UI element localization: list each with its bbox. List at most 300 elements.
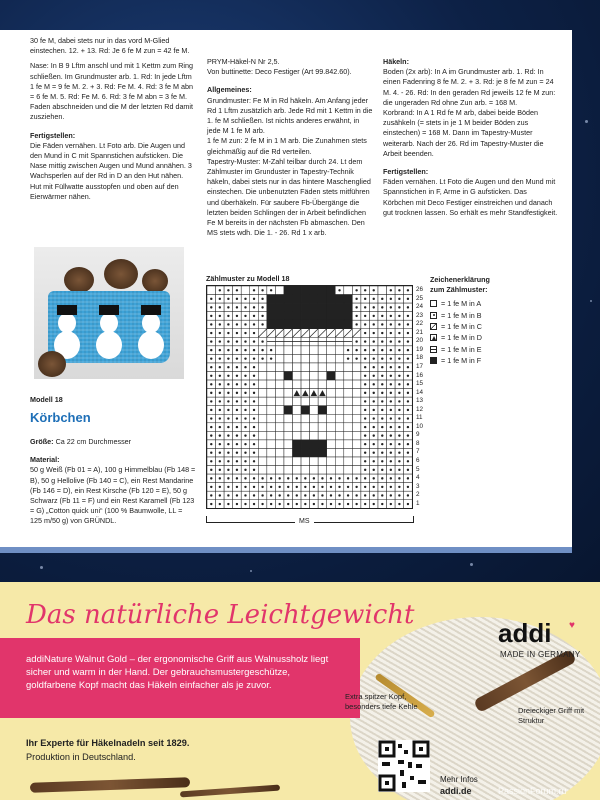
chart-cell: [275, 440, 284, 449]
chart-cell: [241, 440, 250, 449]
chart-cell: [241, 389, 250, 398]
chart-cell: [284, 397, 293, 406]
chart-cell: [404, 440, 413, 449]
chart-cell: [275, 354, 284, 363]
chart-cell: [318, 440, 327, 449]
chart-cell: [378, 440, 387, 449]
chart-cell: [241, 466, 250, 475]
chart-cell: [318, 320, 327, 329]
chart-cell: [310, 312, 319, 321]
chart-cell: [301, 295, 310, 304]
text-block: Grundmuster: Fe M in Rd häkeln. Am Anfang jeder Rd 1 Lftm zusätzlich arb. Jede Rd mit 1 Kettm in die 1. fe M schließen. Ist nichts anderes erwähnt, in jede M 1 fe M arb.: [207, 95, 373, 136]
chart-cell: [250, 380, 259, 389]
chart-cell: [318, 354, 327, 363]
chart-cell: [207, 448, 216, 457]
chart-cell: [293, 440, 302, 449]
chart-cell: [284, 286, 293, 295]
chart-cell: [378, 491, 387, 500]
chart-cell: [216, 466, 225, 475]
chart-cell: [233, 448, 242, 457]
legend-swatch: [430, 334, 437, 341]
chart-cell: [301, 457, 310, 466]
chart-cell: [378, 346, 387, 355]
chart-cell: [207, 320, 216, 329]
chart-cell: [258, 491, 267, 500]
chart-cell: [224, 431, 233, 440]
chart-cell: [250, 414, 259, 423]
chart-cell: [250, 320, 259, 329]
chart-cell: [395, 500, 404, 509]
chart-cell: [387, 491, 396, 500]
chart-cell: [216, 354, 225, 363]
chart-cell: [284, 363, 293, 372]
chart-cell: [361, 483, 370, 492]
chart-cell: [404, 423, 413, 432]
chart-cell: [224, 346, 233, 355]
chart-cell: [301, 303, 310, 312]
chart-cell: [395, 457, 404, 466]
chart-cell: [404, 329, 413, 338]
chart-cell: [369, 303, 378, 312]
chart-cell: [404, 483, 413, 492]
chart-cell: [344, 329, 353, 338]
chart-cell: [352, 337, 361, 346]
chart-cell: [216, 372, 225, 381]
chart-cell: [352, 303, 361, 312]
chart-cell: [267, 303, 276, 312]
chart-cell: [318, 346, 327, 355]
chart-cell: [344, 397, 353, 406]
chart-cell: [352, 474, 361, 483]
chart-cell: [310, 491, 319, 500]
chart-cell: [352, 295, 361, 304]
left-column: [30, 36, 196, 207]
chart-cell: [369, 406, 378, 415]
chart-cell: [335, 466, 344, 475]
snowman: [138, 331, 164, 359]
chart-cell: [233, 337, 242, 346]
chart-cell: [258, 406, 267, 415]
chart-cell: [369, 337, 378, 346]
chart-cell: [293, 448, 302, 457]
snowman: [142, 313, 160, 333]
chart-cell: [301, 414, 310, 423]
chart-cell: [293, 295, 302, 304]
chart-cell: [216, 457, 225, 466]
chart-cell: [267, 372, 276, 381]
chart-cell: [207, 346, 216, 355]
star-dot: [250, 570, 252, 572]
snowman: [96, 331, 122, 359]
chart-cell: [207, 491, 216, 500]
chart-cell: [284, 500, 293, 509]
chart-cell: [267, 431, 276, 440]
chart-cell: [301, 397, 310, 406]
chart-cell: [301, 440, 310, 449]
chart-cell: [369, 295, 378, 304]
chart-cell: [233, 414, 242, 423]
chart-cell: [233, 346, 242, 355]
chart-cell: [284, 406, 293, 415]
chart-cell: [275, 491, 284, 500]
chart-cell: [216, 346, 225, 355]
brand-logo: addi: [498, 618, 552, 648]
chart-cell: [250, 389, 259, 398]
chart-cell: [310, 440, 319, 449]
basket-image: [48, 291, 170, 363]
chart-cell: [387, 337, 396, 346]
chart-cell: [352, 448, 361, 457]
chart-cell: [293, 389, 302, 398]
chart-cell: [352, 483, 361, 492]
chart-cell: [378, 354, 387, 363]
chart-cell: [344, 500, 353, 509]
chart-cell: [250, 354, 259, 363]
legend-swatch: [430, 312, 437, 319]
legend-heading: Zeichenerklärung: [430, 275, 490, 284]
chart-cell: [335, 389, 344, 398]
chart-cell: [207, 500, 216, 509]
chart-cell: [361, 354, 370, 363]
row-number: 14: [416, 388, 424, 396]
chart-cell: [404, 295, 413, 304]
brand-tagline: MADE IN GERMANY: [500, 650, 581, 659]
legend-item: [430, 344, 490, 355]
chart-cell: [344, 372, 353, 381]
chart-cell: [395, 303, 404, 312]
row-number: 12: [416, 405, 424, 413]
chart-cell: [233, 286, 242, 295]
chart-cell: [378, 372, 387, 381]
chart-cell: [301, 431, 310, 440]
chart-cell: [378, 414, 387, 423]
text-block: Korbrand: In A 1 Rd fe M arb, dabei beide Böden zusähkeln (= stets in je 1 M beider Böden zus einstechen) = 168 M. Dann im Tapestry-Muster weiterarb. Nach der 26. Rd im Tapestry-Muster die Arbeit beenden.: [383, 108, 544, 158]
chart-cell: [293, 414, 302, 423]
chart-cell: [318, 457, 327, 466]
chart-cell: [378, 295, 387, 304]
chart-cell: [301, 466, 310, 475]
materials-block: [30, 437, 196, 532]
chart-cell: [361, 406, 370, 415]
chart-cell: [395, 380, 404, 389]
chart-cell: [224, 440, 233, 449]
chart-cell: [327, 457, 336, 466]
chart-cell: [293, 329, 302, 338]
chart-cell: [284, 346, 293, 355]
chart-cell: [224, 337, 233, 346]
chart-cell: [387, 448, 396, 457]
chart-cell: [216, 397, 225, 406]
chart-cell: [258, 397, 267, 406]
chart-cell: [224, 457, 233, 466]
chart-cell: [207, 397, 216, 406]
chart-cell: [378, 286, 387, 295]
chart-cell: [352, 380, 361, 389]
chart-cell: [387, 320, 396, 329]
chart-cell: [378, 448, 387, 457]
chart-cell: [301, 448, 310, 457]
chart-cell: [318, 337, 327, 346]
chart-cell: [327, 380, 336, 389]
chart-cell: [404, 320, 413, 329]
chart-cell: [318, 286, 327, 295]
chart-cell: [233, 474, 242, 483]
chart-cell: [275, 474, 284, 483]
chart-cell: [224, 397, 233, 406]
snowman-hat: [141, 305, 161, 315]
qr-code[interactable]: [378, 740, 430, 792]
chart-cell: [361, 440, 370, 449]
chart-cell: [224, 363, 233, 372]
chart-cell: [224, 303, 233, 312]
chart-cell: [404, 457, 413, 466]
chart-cell: [361, 423, 370, 432]
chart-cell: [216, 423, 225, 432]
chart-cell: [327, 312, 336, 321]
chart-cell: [335, 423, 344, 432]
chart-cell: [387, 457, 396, 466]
legend-item: [430, 355, 490, 366]
chart-cell: [369, 491, 378, 500]
chart-cell: [293, 423, 302, 432]
chart-cell: [275, 397, 284, 406]
chart-cell: [361, 466, 370, 475]
star-dot: [470, 563, 473, 566]
row-number: 5: [416, 465, 420, 473]
star-dot: [585, 120, 588, 123]
legend-item: [430, 332, 490, 343]
chart-cell: [335, 337, 344, 346]
chart-cell: [241, 329, 250, 338]
legend-heading: zum Zählmuster:: [430, 285, 488, 294]
chart-cell: [369, 372, 378, 381]
chart-cell: [361, 448, 370, 457]
model-title: Körbchen: [30, 410, 91, 425]
ad-title: Das natürliche Leichtgewicht: [26, 600, 415, 630]
product-photo: [34, 247, 184, 379]
chart-cell: [293, 346, 302, 355]
chart-cell: [387, 500, 396, 509]
chart-cell: [387, 372, 396, 381]
chart-cell: [335, 483, 344, 492]
row-number: 4: [416, 474, 420, 482]
star-dot: [40, 566, 43, 569]
chart-cell: [233, 329, 242, 338]
row-number: 15: [416, 380, 424, 388]
snowman-hat: [57, 305, 77, 315]
chart-cell: [216, 303, 225, 312]
chart-cell: [361, 286, 370, 295]
chart-cell: [387, 346, 396, 355]
chart-cell: [275, 363, 284, 372]
chart-cell: [327, 500, 336, 509]
chart-cell: [241, 474, 250, 483]
chart-cell: [361, 380, 370, 389]
chart-cell: [387, 286, 396, 295]
chart-cell: [258, 354, 267, 363]
chart-cell: [327, 466, 336, 475]
chart-cell: [310, 466, 319, 475]
chart-cell: [293, 406, 302, 415]
chart-cell: [352, 397, 361, 406]
chart-cell: [275, 286, 284, 295]
text-block: PRYM-Häkel-N Nr 2,5.: [207, 57, 280, 66]
chart-cell: [387, 329, 396, 338]
chart-cell: [293, 303, 302, 312]
row-number: 26: [416, 286, 424, 293]
chart-cell: [293, 337, 302, 346]
chart-cell: [241, 380, 250, 389]
chart-cell: [284, 431, 293, 440]
chart-cell: [361, 329, 370, 338]
chart-cell: [207, 466, 216, 475]
chart-cell: [258, 380, 267, 389]
chart-cell: [250, 466, 259, 475]
chart-cell: [369, 312, 378, 321]
chart-cell: [267, 320, 276, 329]
chart-cell: [207, 389, 216, 398]
pinecone: [64, 267, 94, 293]
chart-cell: [284, 448, 293, 457]
chart-cell: [369, 389, 378, 398]
chart-cell: [275, 380, 284, 389]
chart-cell: [404, 363, 413, 372]
chart-cell: [318, 491, 327, 500]
chart-cell: [335, 406, 344, 415]
chart-cell: [344, 320, 353, 329]
chart-cell: [241, 320, 250, 329]
chart-cell: [318, 483, 327, 492]
chart-cell: [207, 406, 216, 415]
chart-cell: [327, 397, 336, 406]
chart-cell: [207, 440, 216, 449]
chart-cell: [327, 295, 336, 304]
row-number: 3: [416, 482, 420, 490]
chart-cell: [241, 491, 250, 500]
chart-cell: [361, 346, 370, 355]
chart-cell: [250, 329, 259, 338]
chart-cell: [318, 372, 327, 381]
chart-cell: [275, 372, 284, 381]
chart-cell: [310, 389, 319, 398]
chart-cell: [352, 491, 361, 500]
chart-cell: [284, 295, 293, 304]
chart-cell: [275, 483, 284, 492]
chart-cell: [344, 380, 353, 389]
website-link[interactable]: addi.de: [440, 786, 472, 796]
chart-cell: [258, 457, 267, 466]
chart-cell: [378, 406, 387, 415]
chart-cell: [344, 448, 353, 457]
feature-label: Dreieckiger Griff mit Struktur: [518, 706, 585, 725]
chart-cell: [395, 372, 404, 381]
chart-cell: [258, 389, 267, 398]
chart-cell: [233, 500, 242, 509]
chart-cell: [233, 372, 242, 381]
chart-cell: [275, 448, 284, 457]
chart-cell: [335, 363, 344, 372]
chart-cell: [310, 363, 319, 372]
chart-cell: [327, 414, 336, 423]
chart-cell: [284, 491, 293, 500]
chart-cell: [310, 337, 319, 346]
chart-cell: [301, 406, 310, 415]
snowman-hat: [99, 305, 119, 315]
chart-cell: [224, 295, 233, 304]
chart-cell: [284, 320, 293, 329]
model-label: Modell 18: [30, 395, 63, 404]
feature-label: Extra spitzer Kopf, besonders tiefe Kehle: [345, 692, 418, 711]
heart-icon: ♥: [569, 620, 575, 631]
chart-cell: [387, 397, 396, 406]
chart-cell: [301, 389, 310, 398]
chart-cell: [301, 380, 310, 389]
section-heading: Fertigstellen:: [30, 130, 76, 140]
chart-cell: [378, 483, 387, 492]
chart-cell: [293, 320, 302, 329]
chart-cell: [275, 346, 284, 355]
chart-cell: [284, 312, 293, 321]
chart-cell: [293, 397, 302, 406]
chart-cell: [395, 466, 404, 475]
chart-cell: [310, 320, 319, 329]
chart-cell: [241, 457, 250, 466]
chart-cell: [318, 380, 327, 389]
chart-cell: [352, 372, 361, 381]
chart-cell: [387, 414, 396, 423]
chart-cell: [275, 303, 284, 312]
chart-cell: [335, 500, 344, 509]
chart-cell: [361, 491, 370, 500]
chart-cell: [344, 457, 353, 466]
crochet-hook-image: [30, 777, 190, 793]
row-number: 13: [416, 397, 424, 405]
row-number: 23: [416, 311, 424, 319]
chart-cell: [344, 286, 353, 295]
chart-cell: [301, 346, 310, 355]
chart-cell: [310, 406, 319, 415]
chart-cell: [335, 474, 344, 483]
chart-cell: [369, 431, 378, 440]
chart-cell: [395, 363, 404, 372]
chart-cell: [352, 286, 361, 295]
chart-cell: [284, 483, 293, 492]
chart-cell: [241, 423, 250, 432]
chart-cell: [352, 389, 361, 398]
chart-cell: [327, 491, 336, 500]
chart-cell: [327, 431, 336, 440]
chart-cell: [327, 406, 336, 415]
chart-cell: [378, 320, 387, 329]
chart-cell: [301, 286, 310, 295]
chart-cell: [216, 389, 225, 398]
chart-cell: [344, 312, 353, 321]
chart-cell: [224, 354, 233, 363]
chart-cell: [224, 466, 233, 475]
chart-cell: [318, 363, 327, 372]
chart-cell: [335, 295, 344, 304]
chart-cell: [369, 440, 378, 449]
chart-cell: [344, 491, 353, 500]
chart-cell: [275, 414, 284, 423]
chart-svg: [207, 286, 412, 508]
chart-cell: [378, 337, 387, 346]
chart-cell: [241, 295, 250, 304]
chart-cell: [404, 474, 413, 483]
chart-cell: [224, 389, 233, 398]
chart-cell: [361, 320, 370, 329]
chart-cell: [284, 303, 293, 312]
